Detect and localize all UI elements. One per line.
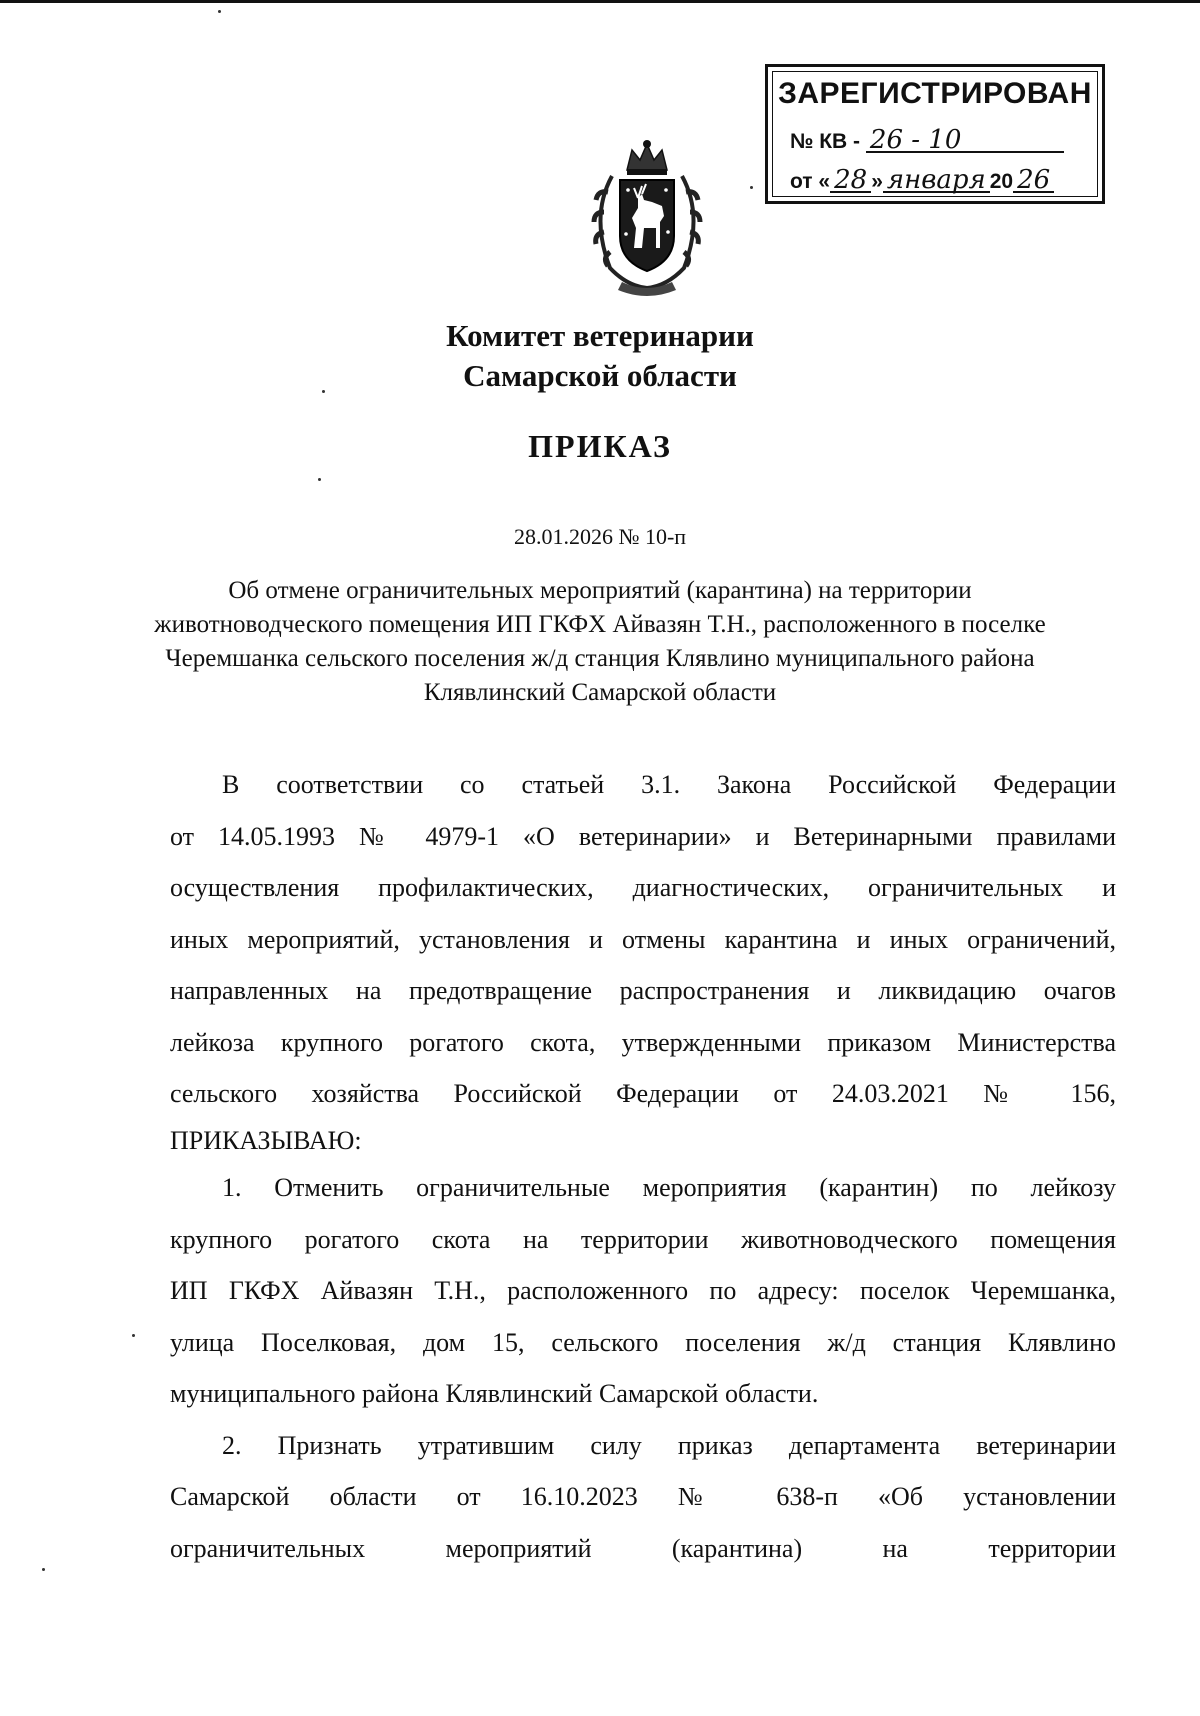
stamp-number-line [790,125,1064,155]
body-line: лейкоза крупного рогатого скота, утвержденными приказом Министерства [170,1028,1116,1057]
body-line-item2: 2. Признать утратившим силу приказ департамента ветеринарии [222,1431,1116,1460]
body-line: ограничительных мероприятий (карантина) на территории [170,1534,1116,1563]
stamp-date-mid: » [871,170,883,193]
stamp-date-day: 28 [830,169,871,193]
body-line: сельского хозяйства Российской Федерации от 24.03.2021 № 156, [170,1079,1116,1108]
body-line: улица Поселковая, дом 15, сельского поселения ж/д станция Клявлино [170,1328,1116,1357]
document-subject: Об отмене ограничительных мероприятий (карантина) на территории животноводческого помещения ИП ГКФХ Айвазян Т.Н., расположенного в поселке Черемшанка сельского поселения ж/д станция Клявлино муниципального района Клявлинский Самарской области [154,577,1046,706]
scan-speck [42,1568,45,1571]
scan-speck [318,478,321,481]
body-line: от 14.05.1993 № 4979-1 «О ветеринарии» и Ветеринарными правилами [170,822,1116,851]
body-line: ИП ГКФХ Айвазян Т.Н., расположенного по адресу: поселок Черемшанка, [170,1276,1116,1305]
document-type-title: ПРИКАЗ [528,428,672,464]
scan-speck [750,186,753,189]
body-line-item1: 1. Отменить ограничительные мероприятия (карантин) по лейкозу [222,1173,1116,1202]
body-line: муниципального района Клявлинский Самарской области. [170,1379,819,1408]
scan-speck [322,390,325,393]
body-line-prikazyvayu: ПРИКАЗЫВАЮ: [170,1126,362,1155]
organization-name-line2: Самарской области [463,358,737,393]
stamp-number-prefix: № КВ - [790,130,861,153]
page-top-edge [0,0,1200,3]
stamp-date-year-prefix: 20 [989,170,1014,193]
coat-of-arms-icon [572,136,722,296]
body-line: В соответствии со статьей 3.1. Закона Российской Федерации [222,770,1116,799]
stamp-number-handwritten: 26 - 10 [866,129,1064,153]
stamp-title: ЗАРЕГИСТРИРОВАН [778,77,1092,110]
body-line: направленных на предотвращение распространения и ликвидацию очагов [170,976,1116,1005]
body-line: иных мероприятий, установления и отмены карантина и иных ограничений, [170,925,1116,954]
organization-name-line1: Комитет ветеринарии [446,318,754,353]
scan-speck [218,10,221,13]
body-line: осуществления профилактических, диагностических, ограничительных и [170,873,1116,902]
stamp-date-line [790,165,1054,195]
stamp-date-prefix: от « [790,170,831,193]
stamp-date-month: января [883,169,990,193]
scan-speck [132,1334,135,1337]
body-line: крупного рогатого скота на территории животноводческого помещения [170,1225,1116,1254]
stamp-date-year: 26 [1013,169,1054,193]
body-line: Самарской области от 16.10.2023 № 638-п «Об установлении [170,1482,1116,1511]
document-date-number: 28.01.2026 № 10-п [513,524,687,549]
registration-stamp [765,64,1105,204]
